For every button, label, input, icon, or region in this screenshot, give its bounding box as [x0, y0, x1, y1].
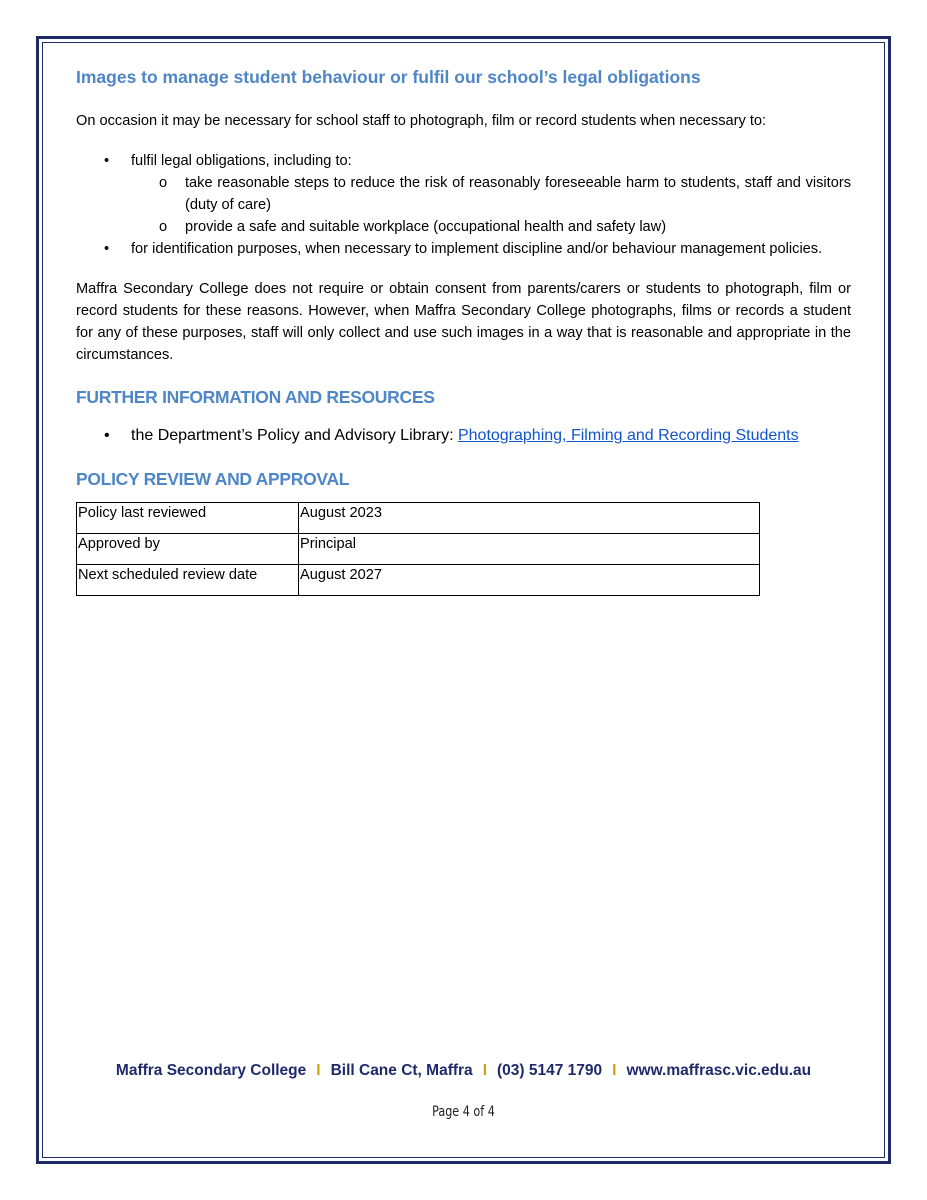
list-item-text: for identification purposes, when necessary to implement discipline and/or behaviour management policies.	[131, 241, 823, 257]
table-cell-value: Principal	[299, 534, 760, 565]
circle-bullet-icon: o	[159, 219, 168, 235]
resources-list	[76, 424, 851, 448]
footer-website[interactable]: www.maffrasc.vic.edu.au	[626, 1062, 812, 1079]
sub-list	[131, 172, 851, 238]
page-content	[76, 64, 851, 596]
footer-address: Bill Cane Ct, Maffra	[330, 1062, 473, 1079]
bullet-icon: •	[104, 153, 110, 169]
bullet-icon: •	[104, 241, 110, 257]
footer-separator: I	[482, 1062, 487, 1079]
table-cell-value: August 2023	[299, 503, 760, 534]
sub-list-item-text: provide a safe and suitable workplace (occupational health and safety law)	[185, 219, 667, 235]
table-row	[77, 565, 760, 596]
policy-library-link[interactable]: Photographing, Filming and Recording Students	[457, 427, 799, 444]
resource-prefix: the Department’s Policy and Advisory Library:	[131, 427, 458, 444]
footer-school-name: Maffra Secondary College	[115, 1062, 307, 1079]
table-row	[77, 503, 760, 534]
list-item	[76, 150, 851, 238]
footer-separator: I	[612, 1062, 617, 1079]
page-footer	[0, 1062, 927, 1080]
sub-list-item	[131, 216, 851, 238]
footer-separator: I	[316, 1062, 321, 1079]
sub-list-item-text: take reasonable steps to reduce the risk of reasonably foreseeable harm to students, staff and visitors (duty of care)	[185, 175, 851, 213]
table-row	[77, 534, 760, 565]
intro-paragraph: On occasion it may be necessary for school staff to photograph, film or record students when necessary to:	[76, 113, 767, 129]
list-item-text: fulfil legal obligations, including to:	[131, 153, 352, 169]
review-table	[76, 502, 760, 596]
table-cell-label: Next scheduled review date	[77, 565, 299, 596]
page-number: Page 4 of 4	[432, 1104, 495, 1120]
list-item	[76, 238, 851, 260]
table-cell-label: Approved by	[77, 534, 299, 565]
footer-phone: (03) 5147 1790	[497, 1062, 603, 1079]
bullet-icon: •	[104, 427, 110, 444]
table-cell-value: August 2027	[299, 565, 760, 596]
further-info-heading: FURTHER INFORMATION AND RESOURCES	[76, 387, 435, 407]
circle-bullet-icon: o	[159, 175, 168, 191]
sub-list-item	[131, 172, 851, 216]
consent-paragraph: Maffra Secondary College does not require or obtain consent from parents/carers or students to photograph, film or record students for these reasons. However, when Maffra Secondary College photographs, films or records a student for any of these purposes, staff will only collect and use such images in a way that is reasonable and appropriate in the circumstances.	[76, 281, 851, 363]
purpose-list	[76, 150, 851, 260]
list-item	[76, 424, 851, 448]
table-cell-label: Policy last reviewed	[77, 503, 299, 534]
images-subheading: Images to manage student behaviour or fulfil our school’s legal obligations	[76, 67, 701, 87]
review-heading: POLICY REVIEW AND APPROVAL	[76, 469, 350, 489]
